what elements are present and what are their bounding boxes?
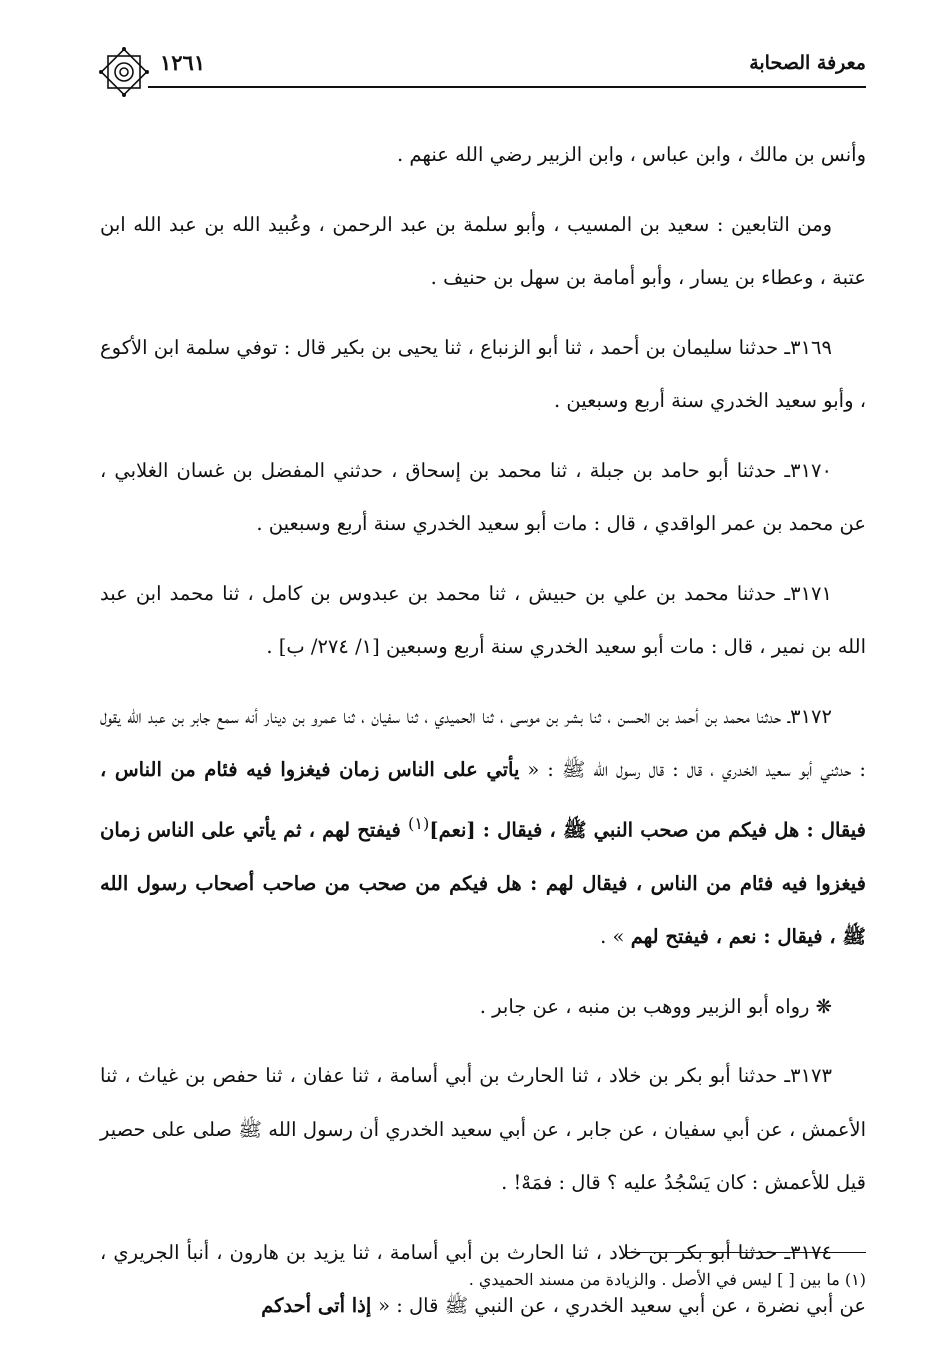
paragraph-3170: ٣١٧٠ـ حدثنا أبو حامد بن جبلة ، ثنا محمد بن إسحاق ، حدثني المفضل بن غسان الغلابي ، عن محمد بن عمر الواقدي ، قال : مات أبو سعيد الخدري سنة أربع وسبعين . xyxy=(100,458,866,535)
paragraph-3172 xyxy=(100,690,866,964)
quote-close: » . xyxy=(600,925,631,948)
paragraph-3173: ٣١٧٣ـ حدثنا أبو بكر بن خلاد ، ثنا الحارث بن أبي أسامة ، ثنا عفان ، ثنا حفص بن غياث ، ثنا الأعمش ، عن أبي سفيان ، عن جابر ، عن أبي سعيد الخدري أن رسول الله ﷺ صلى على حصير قيل للأعمش : كان يَسْجُدُ عليه ؟ قال : فمَهْ! . xyxy=(100,1064,866,1194)
paragraph-3169: ٣١٦٩ـ حدثنا سليمان بن أحمد ، ثنا أبو الزنباع ، ثنا يحيى بن بكير قال : توفي سلمة ابن الأكوع ، وأبو سعيد الخدري سنة أربع وسبعين . xyxy=(100,335,866,412)
footnote-marker: (١) xyxy=(407,813,430,833)
hadith-isnad: ٣١٧٢ـ حدثنا محمد بن أحمد بن الحسن ، ثنا بشر بن موسى ، ثنا الحميدي ، ثنا سفيان ، ثنا عمرو بن دينار أنه سمع جابر بن عبد الله يقول : حدثني أبو سعيد الخدري ، قال : قال رسول الله ﷺ : « xyxy=(100,704,866,781)
header-rule xyxy=(148,86,866,88)
hadith-matn: إذا أتى أحدكم xyxy=(261,1294,379,1317)
page-number: ١٢٦١ xyxy=(160,50,206,75)
paragraph-companions: وأنس بن مالك ، وابن عباس ، وابن الزبير رضي الله عنهم . xyxy=(397,143,866,166)
hadith-isnad: ٣١٧٤ـ حدثنا أبو بكر بن خلاد ، ثنا الحارث بن أبي أسامة ، ثنا يزيد بن هارون ، أنبأ الجريري ، عن أبي نضرة ، عن أبي سعيد الخدري ، عن النبي ﷺ قال : « xyxy=(100,1240,866,1317)
octagram-ornament-icon xyxy=(96,44,152,100)
hadith-matn-continued: فيفتح لهم ، ثم يأتي على الناس زمان فيغزوا فيه فئام من الناس ، فيقال لهم : هل فيكم من صحب من صاحب أصحاب رسول الله ﷺ ، فيقال : نعم ، فيفتح لهم xyxy=(100,818,866,948)
main-text xyxy=(100,128,866,1349)
footnote-rule xyxy=(626,1252,866,1253)
paragraph-successors: ومن التابعين : سعيد بن المسيب ، وأبو سلمة بن عبد الرحمن ، وعُبيد الله بن عبد الله ابن عتبة ، وعطاء بن يسار ، وأبو أمامة بن سهل بن حنيف . xyxy=(100,212,866,289)
hadith-matn: يأتي على الناس زمان فيغزوا فيه فئام من الناس ، فيقال : هل فيكم من صحب النبي ﷺ ، فيقال : [نعم] xyxy=(100,758,866,841)
paragraph-narration-note: ❋ رواه أبو الزبير ووهب بن منبه ، عن جابر . xyxy=(479,994,832,1018)
footnote: (١) ما بين [ ] ليس في الأصل . والزيادة من مسند الحميدي . xyxy=(468,1270,866,1289)
running-title: معرفة الصحابة xyxy=(749,52,866,74)
paragraph-3171: ٣١٧١ـ حدثنا محمد بن علي بن حبيش ، ثنا محمد بن عبدوس بن كامل ، ثنا محمد ابن عبد الله بن نمير ، قال : مات أبو سعيد الخدري سنة أربع وسبعين [١/ ٢٧٤/ ب] . xyxy=(100,581,866,658)
